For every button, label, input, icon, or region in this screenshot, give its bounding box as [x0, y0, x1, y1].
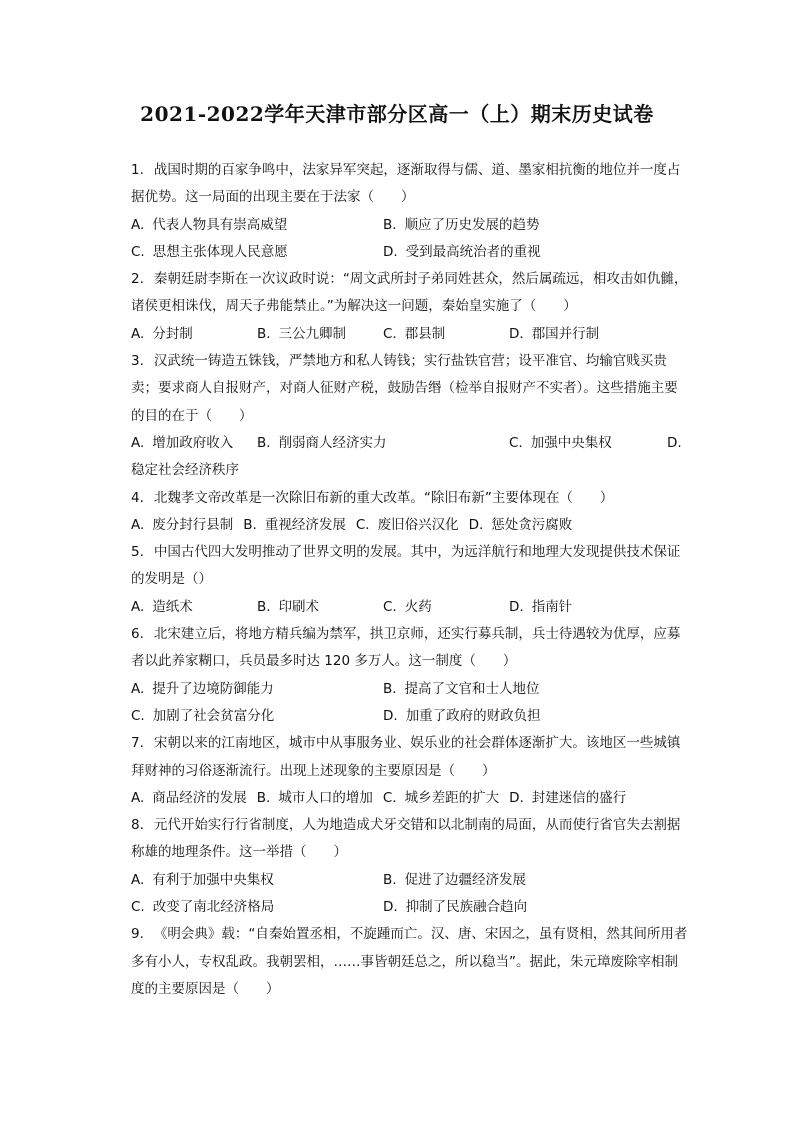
- options: [131, 512, 691, 539]
- option-b: B. 顺应了历史发展的趋势: [383, 216, 540, 233]
- question-stem: 秦朝廷尉李斯在一次议政时说：“周文武所封子弟同姓甚众，然后属疏远，相攻击如仇雠，诸侯更相诛伐，周天子弗能禁止。”为解决这一问题，秦始皇实施了（ ）: [131, 271, 688, 315]
- question-stem: 元代开始实行行省制度，人为地造成犬牙交错和以北制南的局面，从而使行省官失去割据称雄的地理条件。这一举措（ ）: [131, 817, 681, 861]
- option-a: A. 造纸术: [131, 598, 193, 615]
- question-1: [131, 157, 691, 266]
- options: [131, 430, 691, 457]
- options: [131, 321, 691, 348]
- option-d: D. 封建迷信的盛行: [509, 789, 627, 806]
- question-5: [131, 539, 691, 621]
- question-stem: 战国时期的百家争鸣中，法家异军突起，逐渐取得与儒、道、墨家相抗衡的地位并一度占据优势。这一局面的出现主要在于法家（ ）: [131, 162, 681, 206]
- option-c: C. 加强中央集权: [509, 434, 612, 451]
- option-b: B. 重视经济发展: [243, 516, 346, 533]
- option-a: A. 分封制: [131, 325, 193, 342]
- question-number: 1.: [131, 162, 144, 178]
- question-6: [131, 621, 691, 730]
- option-b: B. 提高了文官和士人地位: [383, 680, 540, 697]
- question-number: 8.: [131, 817, 144, 834]
- question-2: [131, 266, 691, 348]
- option-d: D. 抑制了民族融合趋向: [383, 899, 528, 916]
- option-b: B. 削弱商人经济实力: [257, 434, 387, 451]
- option-a: A. 提升了边境防御能力: [131, 680, 274, 697]
- question-8: [131, 812, 691, 921]
- question-stem: 《明会典》载：“自秦始置丞相，不旋踵而亡。汉、唐、宋因之，虽有贤相，然其间所用者多有小人，专权乱政。我朝罢相，……事皆朝廷总之，所以稳当”。据此，朱元璋废除宰相制度的主要原因是（ ）: [131, 926, 688, 997]
- option-b: B. 三公九卿制: [257, 325, 347, 342]
- option-d: D.: [667, 434, 682, 451]
- question-number: 5.: [131, 544, 144, 561]
- question-list: [131, 157, 691, 1003]
- question-stem: 汉武统一铸造五铢钱，严禁地方和私人铸钱；实行盐铁官营；设平准官、均输官贱买贵卖；要求商人自报财产，对商人征财产税，鼓励告缗（检举自报财产不实者）。这些措施主要的目的在于（ ）: [131, 353, 678, 424]
- option-d: D. 指南针: [509, 598, 573, 615]
- option-d-text: 稳定社会经济秩序: [131, 462, 239, 479]
- options: [131, 867, 691, 922]
- option-a: A. 废分封行县制: [131, 516, 234, 533]
- option-b: B. 促进了边疆经济发展: [383, 871, 527, 888]
- option-a: A. 有利于加强中央集权: [131, 871, 274, 888]
- options: [131, 212, 691, 267]
- option-d: D. 加重了政府的财政负担: [383, 707, 541, 724]
- options: [131, 676, 691, 731]
- question-9: [131, 921, 691, 1003]
- option-a: A. 商品经济的发展: [131, 789, 247, 806]
- question-4: [131, 485, 691, 540]
- option-d: D. 受到最高统治者的重视: [383, 243, 541, 260]
- option-c: C. 火药: [383, 598, 432, 615]
- page-title: 2021-2022学年天津市部分区高一（上）期末历史试卷: [140, 102, 654, 126]
- question-number: 7.: [131, 735, 144, 752]
- option-b: B. 印刷术: [257, 598, 320, 615]
- option-c: C. 郡县制: [383, 325, 446, 342]
- options: [131, 594, 691, 621]
- options: [131, 785, 691, 812]
- option-b: B. 城市人口的增加: [256, 789, 373, 806]
- question-number: 4.: [131, 489, 144, 506]
- option-a: A. 增加政府收入: [131, 434, 234, 451]
- question-number: 6.: [131, 626, 144, 643]
- question-number: 3.: [131, 353, 144, 370]
- question-stem: 北宋建立后，将地方精兵编为禁军，拱卫京师，还实行募兵制，兵士待遇较为优厚，应募者以此养家糊口，兵员最多时达 120 多万人。这一制度（ ）: [131, 626, 681, 670]
- question-stem: 宋朝以来的江南地区，城市中从事服务业、娱乐业的社会群体逐渐扩大。该地区一些城镇拜财神的习俗逐渐流行。出现上述现象的主要原因是（ ）: [131, 735, 681, 779]
- option-c: C. 思想主张体现人民意愿: [131, 243, 288, 260]
- option-c: C. 加剧了社会贫富分化: [131, 707, 275, 724]
- question-stem: 北魏孝文帝改革是一次除旧布新的重大改革。“除旧布新”主要体现在（ ）: [153, 489, 614, 506]
- option-c: C. 废旧俗兴汉化: [355, 516, 459, 533]
- question-stem: 中国古代四大发明推动了世界文明的发展。其中，为远洋航行和地理大发现提供技术保证的发明是（）: [131, 544, 681, 588]
- option-c: C. 城乡差距的扩大: [382, 789, 500, 806]
- question-number: 9.: [131, 926, 144, 943]
- option-d: D. 郡国并行制: [509, 325, 600, 342]
- option-d: D. 惩处贪污腐败: [468, 516, 573, 533]
- option-a: A. 代表人物具有崇高威望: [131, 216, 288, 233]
- question-number: 2.: [131, 271, 144, 288]
- option-c: C. 改变了南北经济格局: [131, 899, 275, 916]
- question-7: [131, 730, 691, 812]
- question-3: [131, 348, 691, 484]
